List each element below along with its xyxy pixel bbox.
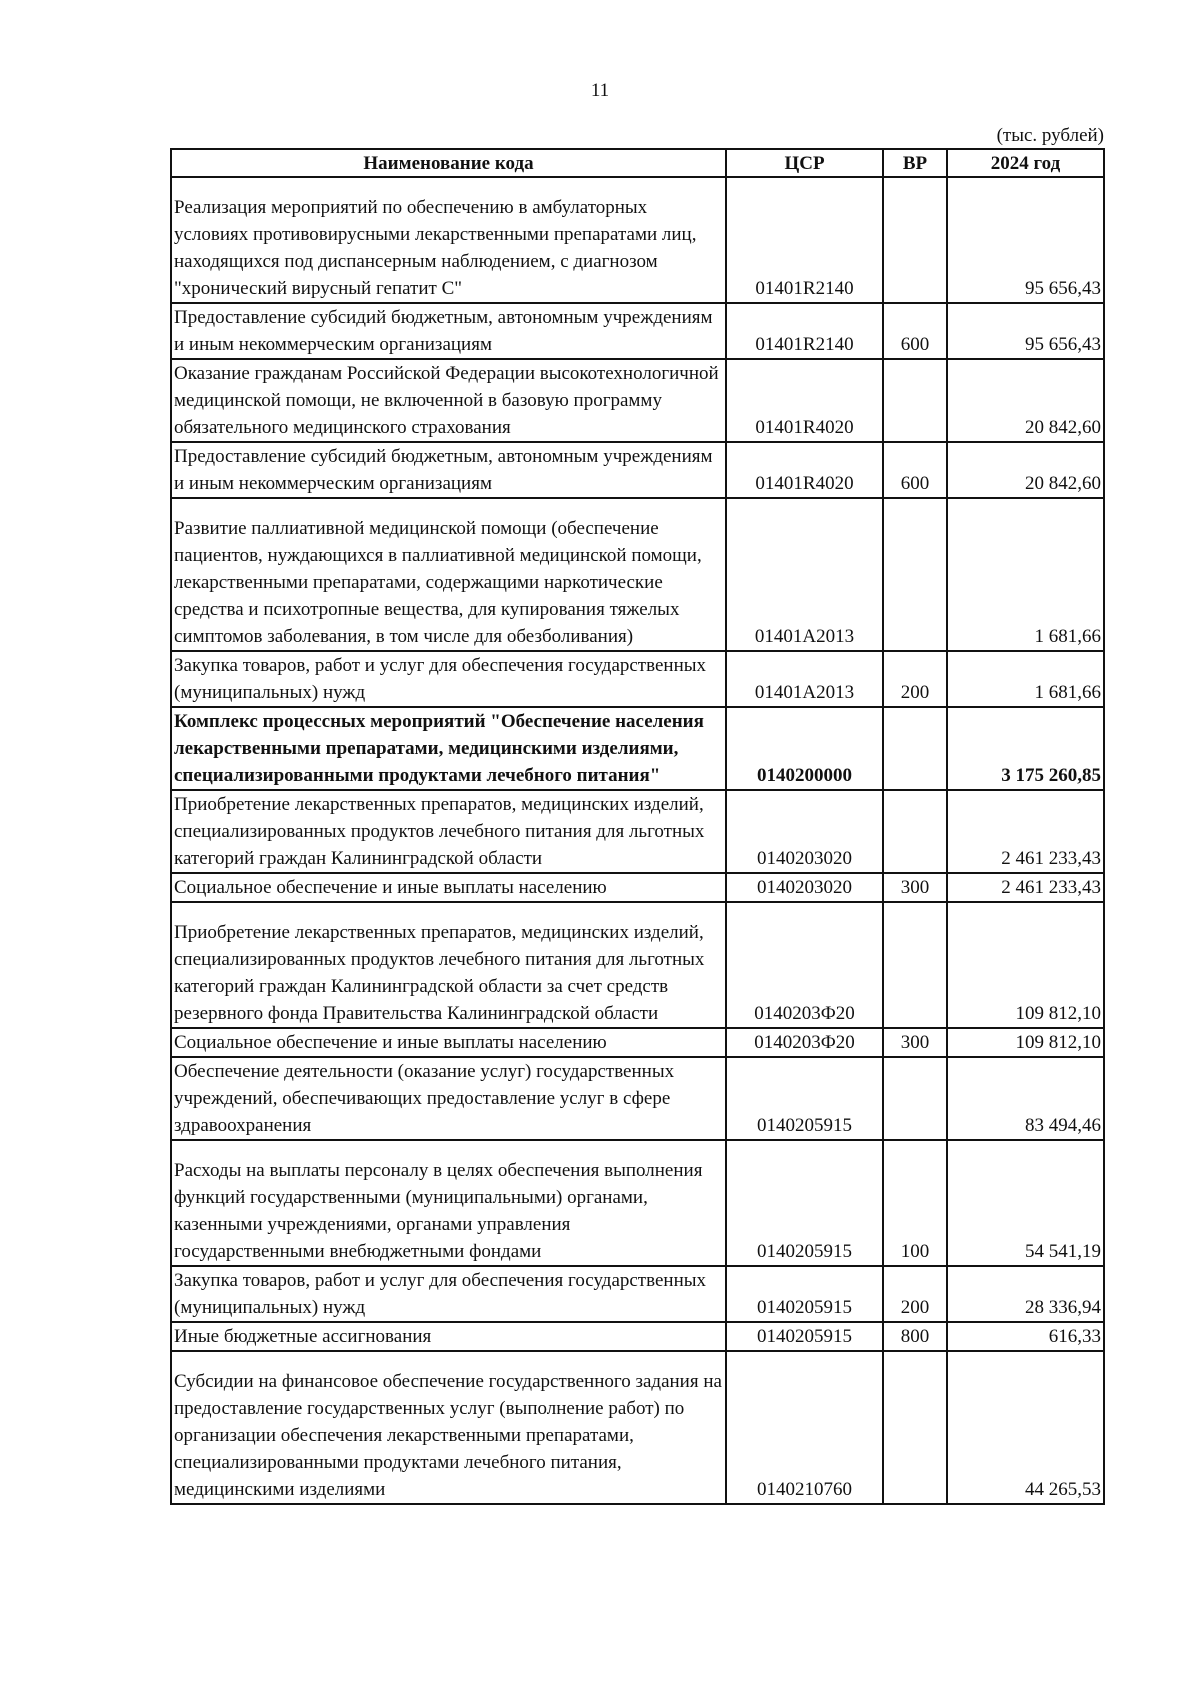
row-vr: 300 <box>883 1028 947 1057</box>
row-vr <box>883 1351 947 1504</box>
row-amount: 20 842,60 <box>947 442 1104 498</box>
row-vr: 800 <box>883 1322 947 1351</box>
row-amount: 54 541,19 <box>947 1140 1104 1266</box>
table-body <box>171 177 1104 1504</box>
row-amount: 1 681,66 <box>947 498 1104 651</box>
row-code: 0140200000 <box>726 707 883 790</box>
row-amount: 28 336,94 <box>947 1266 1104 1322</box>
row-code: 0140205915 <box>726 1057 883 1140</box>
row-amount: 83 494,46 <box>947 1057 1104 1140</box>
units-label: (тыс. рублей) <box>996 125 1104 146</box>
row-name: Комплекс процессных мероприятий "Обеспечение населения лекарственными препаратами, медицинскими изделиями, специализированными продуктами лечебного питания" <box>171 707 726 790</box>
row-vr <box>883 177 947 303</box>
row-code: 0140205915 <box>726 1140 883 1266</box>
row-code: 01401R2140 <box>726 177 883 303</box>
header-year: 2024 год <box>947 149 1104 177</box>
row-amount: 2 461 233,43 <box>947 790 1104 873</box>
row-code: 01401A2013 <box>726 498 883 651</box>
row-code: 01401A2013 <box>726 651 883 707</box>
row-amount: 44 265,53 <box>947 1351 1104 1504</box>
row-vr <box>883 359 947 442</box>
row-amount: 616,33 <box>947 1322 1104 1351</box>
table-row <box>171 1057 1104 1140</box>
table-row <box>171 359 1104 442</box>
table-row <box>171 651 1104 707</box>
table-row <box>171 902 1104 1028</box>
row-name: Субсидии на финансовое обеспечение государственного задания на предоставление государственных услуг (выполнение работ) по организации обеспечения лекарственными препаратами, специализированными продуктами лечебного питания, медицинскими изделиями <box>171 1351 726 1504</box>
budget-table <box>170 148 1105 1505</box>
row-amount: 109 812,10 <box>947 902 1104 1028</box>
row-vr <box>883 707 947 790</box>
row-code: 0140203Ф20 <box>726 902 883 1028</box>
row-name: Предоставление субсидий бюджетным, автономным учреждениям и иным некоммерческим организациям <box>171 303 726 359</box>
table-row <box>171 498 1104 651</box>
row-name: Расходы на выплаты персоналу в целях обеспечения выполнения функций государственными (муниципальными) органами, казенными учреждениями, органами управления государственными внебюджетными фондами <box>171 1140 726 1266</box>
row-vr <box>883 1057 947 1140</box>
row-name: Развитие паллиативной медицинской помощи (обеспечение пациентов, нуждающихся в паллиативной медицинской помощи, лекарственными препаратами, содержащими наркотические средства и психотропные вещества, для купирования тяжелых симптомов заболевания, в том числе для обезболивания) <box>171 498 726 651</box>
table-row <box>171 873 1104 902</box>
row-name: Закупка товаров, работ и услуг для обеспечения государственных (муниципальных) нужд <box>171 1266 726 1322</box>
row-vr: 200 <box>883 651 947 707</box>
row-code: 01401R2140 <box>726 303 883 359</box>
row-amount: 1 681,66 <box>947 651 1104 707</box>
page-number: 11 <box>590 80 610 101</box>
row-name: Реализация мероприятий по обеспечению в амбулаторных условиях противовирусными лекарственными препаратами лиц, находящихся под диспансерным наблюдением, с диагнозом "хронический вирусный гепатит С" <box>171 177 726 303</box>
table-header <box>171 149 1104 177</box>
header-name: Наименование кода <box>171 149 726 177</box>
header-code: ЦСР <box>726 149 883 177</box>
row-name: Обеспечение деятельности (оказание услуг) государственных учреждений, обеспечивающих предоставление услуг в сфере здравоохранения <box>171 1057 726 1140</box>
row-vr <box>883 790 947 873</box>
table-row <box>171 790 1104 873</box>
table-row <box>171 1322 1104 1351</box>
table-row <box>171 1028 1104 1057</box>
row-code: 0140210760 <box>726 1351 883 1504</box>
row-amount: 3 175 260,85 <box>947 707 1104 790</box>
table-row <box>171 1266 1104 1322</box>
row-amount: 95 656,43 <box>947 177 1104 303</box>
row-code: 0140203020 <box>726 873 883 902</box>
row-code: 0140205915 <box>726 1266 883 1322</box>
row-code: 0140203020 <box>726 790 883 873</box>
row-vr: 100 <box>883 1140 947 1266</box>
row-code: 0140203Ф20 <box>726 1028 883 1057</box>
row-code: 01401R4020 <box>726 442 883 498</box>
table-row <box>171 303 1104 359</box>
row-name: Предоставление субсидий бюджетным, автономным учреждениям и иным некоммерческим организациям <box>171 442 726 498</box>
row-name: Социальное обеспечение и иные выплаты населению <box>171 1028 726 1057</box>
table-row <box>171 707 1104 790</box>
row-name: Социальное обеспечение и иные выплаты населению <box>171 873 726 902</box>
header-vr: ВР <box>883 149 947 177</box>
row-name: Приобретение лекарственных препаратов, медицинских изделий, специализированных продуктов лечебного питания для льготных категорий граждан Калининградской области за счет средств резервного фонда Правительства Калининградской области <box>171 902 726 1028</box>
table-row <box>171 442 1104 498</box>
row-amount: 95 656,43 <box>947 303 1104 359</box>
row-code: 01401R4020 <box>726 359 883 442</box>
row-amount: 2 461 233,43 <box>947 873 1104 902</box>
table-row <box>171 1140 1104 1266</box>
table-row <box>171 1351 1104 1504</box>
row-amount: 109 812,10 <box>947 1028 1104 1057</box>
row-vr: 600 <box>883 303 947 359</box>
row-code: 0140205915 <box>726 1322 883 1351</box>
row-vr <box>883 902 947 1028</box>
row-name: Закупка товаров, работ и услуг для обеспечения государственных (муниципальных) нужд <box>171 651 726 707</box>
table-row <box>171 177 1104 303</box>
row-vr: 600 <box>883 442 947 498</box>
row-vr <box>883 498 947 651</box>
row-name: Оказание гражданам Российской Федерации высокотехнологичной медицинской помощи, не включенной в базовую программу обязательного медицинского страхования <box>171 359 726 442</box>
row-vr: 300 <box>883 873 947 902</box>
row-amount: 20 842,60 <box>947 359 1104 442</box>
row-vr: 200 <box>883 1266 947 1322</box>
row-name: Приобретение лекарственных препаратов, медицинских изделий, специализированных продуктов лечебного питания для льготных категорий граждан Калининградской области <box>171 790 726 873</box>
row-name: Иные бюджетные ассигнования <box>171 1322 726 1351</box>
